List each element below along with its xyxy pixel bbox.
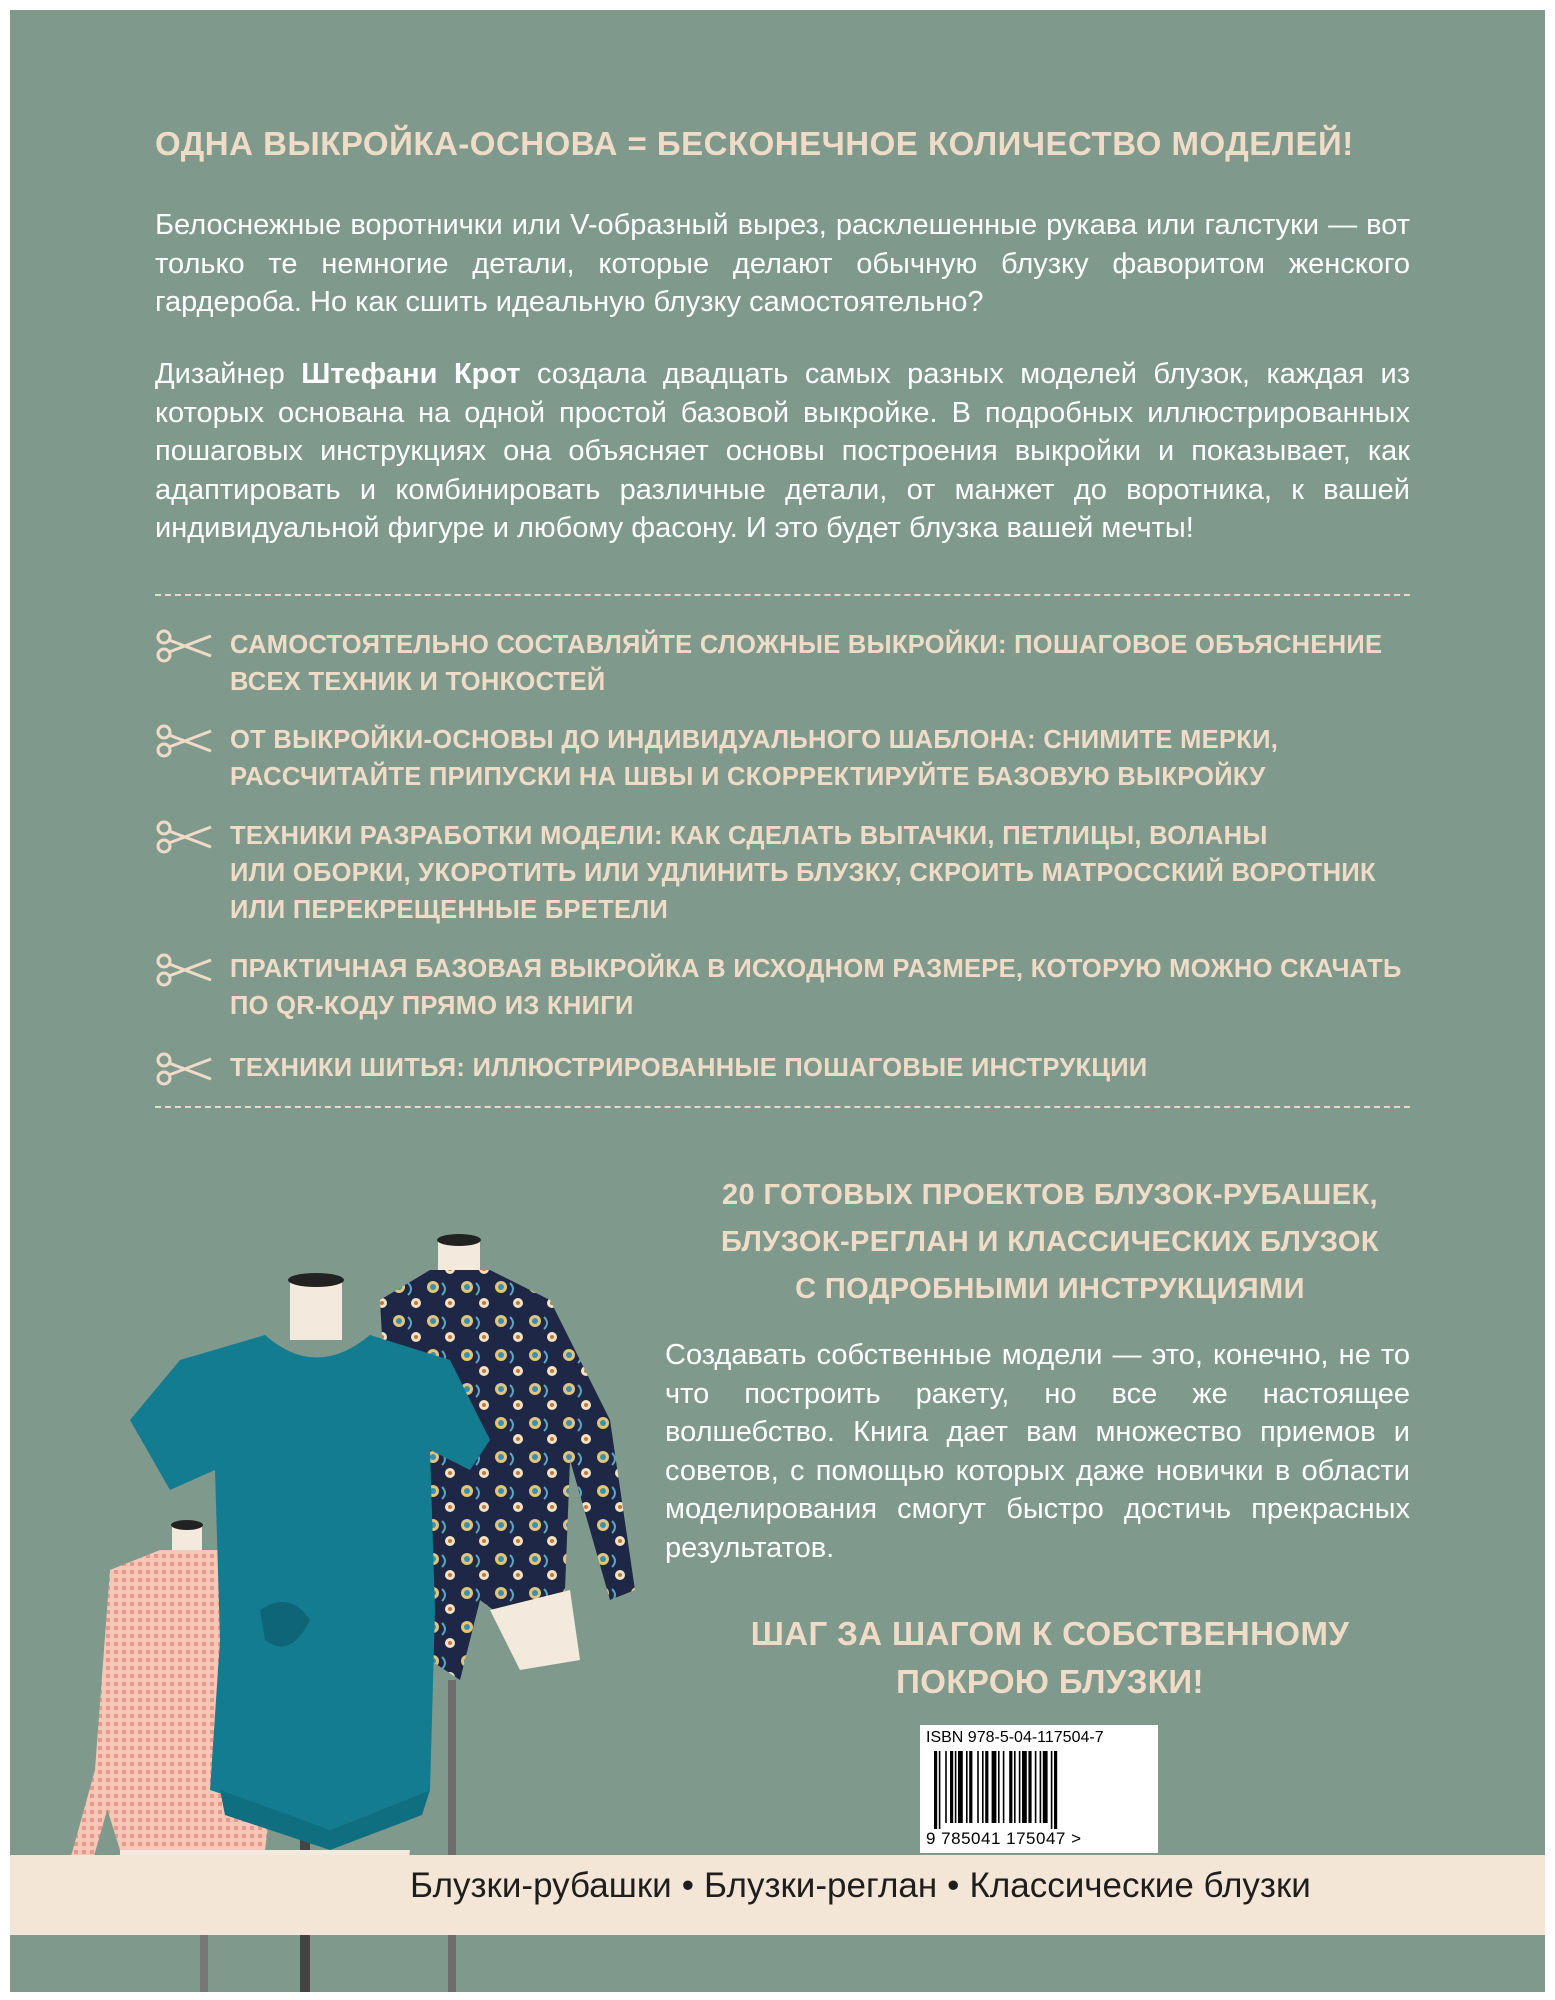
closing-heading-line: ШАГ ЗА ШАГОМ К СОБСТВЕННОМУ [750,1615,1350,1652]
mannequin-stand [448,1680,456,1992]
designer-paragraph [155,355,1410,548]
book-back-cover [10,10,1545,1992]
barcode-bar [939,1751,941,1829]
category-list [410,1866,1410,1906]
projects-heading-line: БЛУЗОК-РЕГЛАН И КЛАССИЧЕСКИХ БЛУЗОК [721,1226,1379,1258]
bullet-line: ТЕХНИКИ ШИТЬЯ: ИЛЛЮСТРИРОВАННЫЕ ПОШАГОВЫЕ ИНСТРУКЦИИ [230,1054,1148,1082]
isbn-number: ISBN 978-5-04-117504-7 [926,1729,1104,1746]
barcode-bar [1043,1751,1048,1823]
barcode-bar [1051,1751,1053,1829]
barcode-bar [966,1751,968,1823]
bullet-line: ПО QR-КОДУ ПРЯМО ИЗ КНИГИ [230,992,634,1020]
barcode-bar [985,1751,988,1823]
headline: ОДНА ВЫКРОЙКА-ОСНОВА = БЕСКОНЕЧНОЕ КОЛИЧЕСТВО МОДЕЛЕЙ! [155,125,1354,162]
separator-dot: • [947,1866,960,1905]
separator-dot: • [681,1866,694,1905]
bullet-line: РАССЧИТАЙТЕ ПРИПУСКИ НА ШВЫ И СКОРРЕКТИРУЙТЕ БАЗОВУЮ ВЫКРОЙКУ [230,763,1266,791]
barcode-bar [950,1751,953,1823]
designer-name: Штефани Крот [301,358,521,390]
scissors-icon [155,1052,213,1086]
barcode-bar [1014,1751,1016,1823]
barcode-bar [1035,1751,1037,1823]
barcode-bar [992,1751,997,1823]
scissors-icon [155,820,213,854]
projects-heading [670,1172,1430,1313]
designer-paragraph-start: Дизайнер [155,358,302,390]
scissors-icon [155,953,213,987]
barcode-bar [982,1751,984,1823]
barcode-bar [955,1751,957,1823]
barcode-bar [1019,1751,1021,1823]
ean-digits: 9 785041 175047 > [926,1829,1082,1848]
bullet-line: ТЕХНИКИ РАЗРАБОТКИ МОДЕЛИ: КАК СДЕЛАТЬ ВЫТАЧКИ, ПЕТЛИЦЫ, ВОЛАНЫ [230,822,1268,850]
dashed-divider-top [155,594,1410,596]
isbn-barcode [920,1725,1158,1853]
barcode-bar [1028,1751,1031,1823]
intro-paragraph: Белоснежные воротнички или V-образный вырез, расклешенные рукава или галстуки — вот только те немногие детали, которые делают обычную блузку фаворитом женского гардероба. Но как сшить идеальную блузку самостоятельно? [155,209,1410,318]
category-item: Блузки-реглан [703,1866,938,1905]
bullet-line: ОТ ВЫКРОЙКИ-ОСНОВЫ ДО ИНДИВИДУАЛЬНОГО ШАБЛОНА: СНИМИТЕ МЕРКИ, [230,726,1279,754]
barcode-bars [934,1751,1146,1829]
category-item: Классические блузки [969,1866,1311,1905]
projects-heading-line: С ПОДРОБНЫМИ ИНСТРУКЦИЯМИ [795,1273,1305,1305]
barcode-bar [945,1751,947,1823]
bullet-line: ВСЕХ ТЕХНИК И ТОНКОСТЕЙ [230,668,606,696]
bullet-line: ИЛИ ОБОРКИ, УКОРОТИТЬ ИЛИ УДЛИНИТЬ БЛУЗКУ, СКРОИТЬ МАТРОССКИЙ ВОРОТНИК [230,859,1376,887]
barcode-bar [958,1751,963,1823]
barcode-bar [934,1751,937,1829]
closing-heading-line: ПОКРОЮ БЛУЗКИ! [896,1663,1204,1700]
barcode-bar [1003,1751,1005,1823]
closing-heading [670,1610,1430,1706]
barcode-bar [998,1751,1000,1823]
dashed-divider-bottom [155,1106,1410,1108]
barcode-bar [1040,1751,1042,1823]
barcode-bar [1009,1751,1012,1823]
bullet-line: САМОСТОЯТЕЛЬНО СОСТАВЛЯЙТЕ СЛОЖНЫЕ ВЫКРОЙКИ: ПОШАГОВОЕ ОБЪЯСНЕНИЕ [230,631,1383,659]
barcode-bar [977,1751,979,1823]
bullet-line: ИЛИ ПЕРЕКРЕЩЕННЫЕ БРЕТЕЛИ [230,896,669,924]
scissors-icon [155,629,213,663]
scissors-icon [155,724,213,758]
bullet-line: ПРАКТИЧНАЯ БАЗОВАЯ ВЫКРОЙКА В ИСХОДНОМ РАЗМЕРЕ, КОТОРУЮ МОЖНО СКАЧАТЬ [230,955,1402,983]
designer-paragraph-rest: создала двадцать самых разных моделей блузок, каждая из которых основана на одной простой базовой выкройке. В подробных иллюстрированных пошаговых инструкциях она объясняет основы построения выкройки и показывает, как адаптировать и комбинировать различные детали, от манжет до воротника, к вашей индивидуальной фигуре и любому фасону. И это будет блузка вашей мечты! [155,358,1410,544]
category-item: Блузки-рубашки [410,1866,672,1905]
projects-heading-line: 20 ГОТОВЫХ ПРОЕКТОВ БЛУЗОК-РУБАШЕК, [721,1179,1379,1211]
barcode-bar [969,1751,972,1823]
projects-paragraph: Создавать собственные модели — это, конечно, не то что построить ракету, но все же настоящее волшебство. Книга дает вам множество приемов и советов, с помощью которых даже новички в области моделирования смогут быстро достичь прекрасных результатов. [665,1339,1410,1564]
barcode-bar [1022,1751,1027,1823]
barcode-bar [1054,1751,1057,1829]
